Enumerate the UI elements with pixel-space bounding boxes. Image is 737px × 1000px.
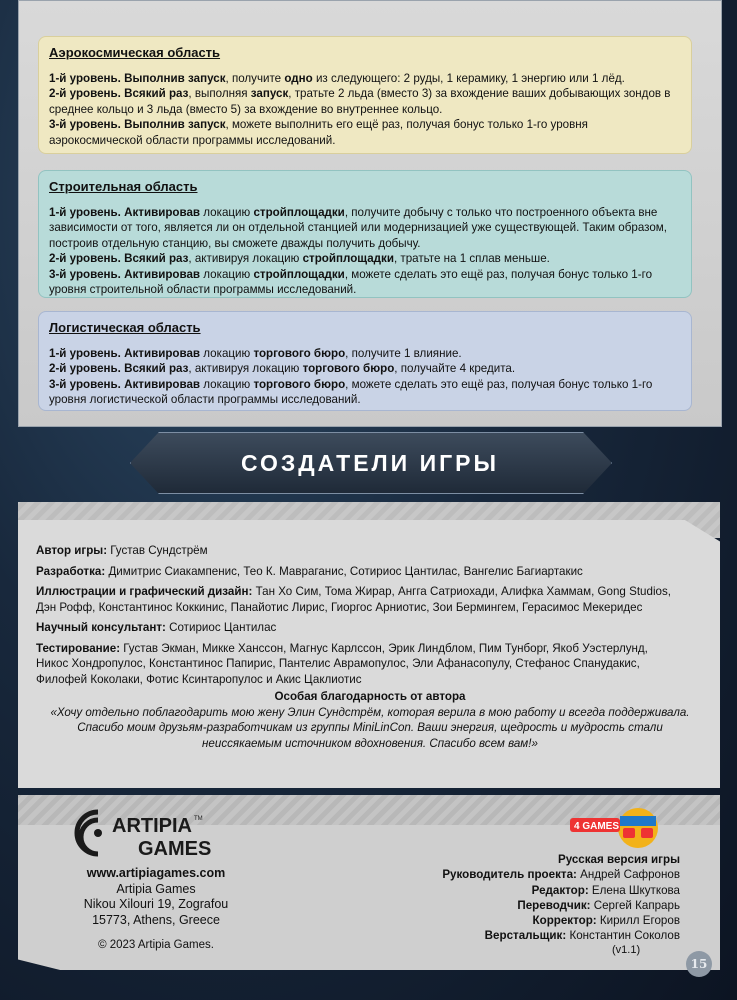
logistics-area-title: Логистическая область	[49, 320, 201, 335]
credit-science: Научный консультант: Сотириос Цантилас	[36, 621, 277, 634]
logistics-area-box	[38, 311, 692, 411]
credit-editor: Редактор: Елена Шкуткова	[531, 883, 680, 897]
credits-list	[36, 543, 676, 692]
publisher-website[interactable]: www.artipiagames.com	[86, 866, 226, 880]
credit-testing: Тестирование: Густав Экман, Микке Ханссон, Магнус Карлссон, Эрик Линдблом, Пим Тунборг, Якоб Уэстерлунд, Никос Хондропулос, Константинос Папирис, Пантелис Аврамопулос, Эли Афанасопулу, Стефанос Спанудакис, Филофей Коколаки, Фотис Ксинтаропулос и Акис Цаклиотис	[36, 641, 648, 686]
aerospace-level-2: 2-й уровень. Всякий раз, выполняя запуск, тратьте 2 льда (вместо 3) за вхождение ваших добывающих зондов в среднее кольцо и 3 льда (вместо 5) за вхождение во внутреннее кольцо.	[49, 87, 671, 116]
version-label: (v1.1)	[612, 944, 641, 956]
aerospace-level-3: 3-й уровень. Выполнив запуск, можете выполнить его ещё раз, получая бонус только 1-го уровня аэрокосмической области программы исследований.	[49, 118, 588, 147]
construction-area-box	[38, 170, 692, 298]
credit-translator: Переводчик: Сергей Капрарь	[517, 898, 680, 912]
publisher-info	[46, 866, 266, 954]
aerospace-area-box	[38, 36, 692, 154]
special-thanks-quote: «Хочу отдельно поблагодарить мою жену Элин Сундстрём, которая верила в мою работу и всегда поддерживала. Спасибо моим друзьям-разработчикам из группы MiniLinCon. Ваши энергия, щедрость и мудрость стали неиссякаемым источником вдохновения. Спасибо всем вам!»	[50, 705, 690, 750]
svg-text:TM: TM	[194, 816, 203, 822]
logistics-level-3: 3-й уровень. Активировав локацию торгового бюро, можете сделать это ещё раз, получая бонус только 1-го уровня логистической области программы исследований.	[49, 377, 653, 406]
construction-level-3: 3-й уровень. Активировав локацию стройплощадки, можете сделать это ещё раз, получая бонус только 1-го уровня строительной области программы исследований.	[49, 267, 653, 296]
credit-proofreader: Корректор: Кирилл Егоров	[532, 914, 680, 928]
aerospace-area-title: Аэрокосмическая область	[49, 45, 221, 60]
copyright: © 2023 Artipia Games.	[98, 939, 214, 951]
artipia-logo	[84, 806, 212, 862]
publisher-city: 15773, Athens, Greece	[92, 912, 220, 927]
credit-project-lead: Руководитель проекта: Андрей Сафронов	[442, 868, 680, 882]
construction-level-2: 2-й уровень. Всякий раз, активируя локацию стройплощадки, тратьте на 1 сплав меньше.	[49, 252, 550, 265]
special-thanks	[50, 689, 690, 751]
construction-level-1: 1-й уровень. Активировав локацию стройплощадки, получите добычу с только что построенного объекта вне зависимости от того, является ли он отдельной станцией или модернизацией уже существующей. Таким образом, построив отдельную станцию, вы сможете дважды получить добычу.	[49, 205, 667, 250]
russian-credits	[380, 852, 680, 944]
russian-version-heading: Русская версия игры	[557, 853, 680, 866]
special-thanks-heading: Особая благодарность от автора	[274, 690, 466, 703]
credit-author: Автор игры: Густав Сундстрём	[36, 544, 208, 557]
svg-text:4 GAMES: 4 GAMES	[574, 821, 620, 832]
svg-text:ARTIPIA: ARTIPIA	[112, 815, 192, 837]
credit-art: Иллюстрации и графический дизайн: Тан Хо Сим, Тома Жирар, Ангга Сатриохади, Алифка Хаммам, Gong Studios, Дэн Рофф, Константинос Коккинис, Панайотис Лирис, Гиоргос Арниотис, Зои Бермингем, Герасимос Мекеридес	[36, 585, 671, 614]
page-number: 15	[686, 951, 712, 977]
svg-text:GAMES: GAMES	[138, 838, 212, 860]
construction-area-title: Строительная область	[49, 179, 198, 194]
aerospace-level-1: 1-й уровень. Выполнив запуск, получите одно из следующего: 2 руды, 1 керамику, 1 энергию или 1 лёд.	[49, 71, 625, 85]
logistics-level-1: 1-й уровень. Активировав локацию торгового бюро, получите 1 влияние.	[49, 346, 462, 360]
credit-development: Разработка: Димитрис Сиакампенис, Тео К. Мавраганис, Сотириос Цантилас, Вангелис Багиартакис	[36, 564, 583, 578]
publisher-street: Nikou Xilouri 19, Zografou	[83, 897, 229, 911]
credit-layout: Верстальщик: Константин Соколов	[484, 929, 680, 943]
publisher-name: Artipia Games	[116, 881, 196, 896]
logistics-level-2: 2-й уровень. Всякий раз, активируя локацию торгового бюро, получайте 4 кредита.	[49, 362, 516, 375]
4games-logo	[568, 806, 664, 854]
credits-banner-title: СОЗДАТЕЛИ ИГРЫ	[240, 450, 500, 476]
